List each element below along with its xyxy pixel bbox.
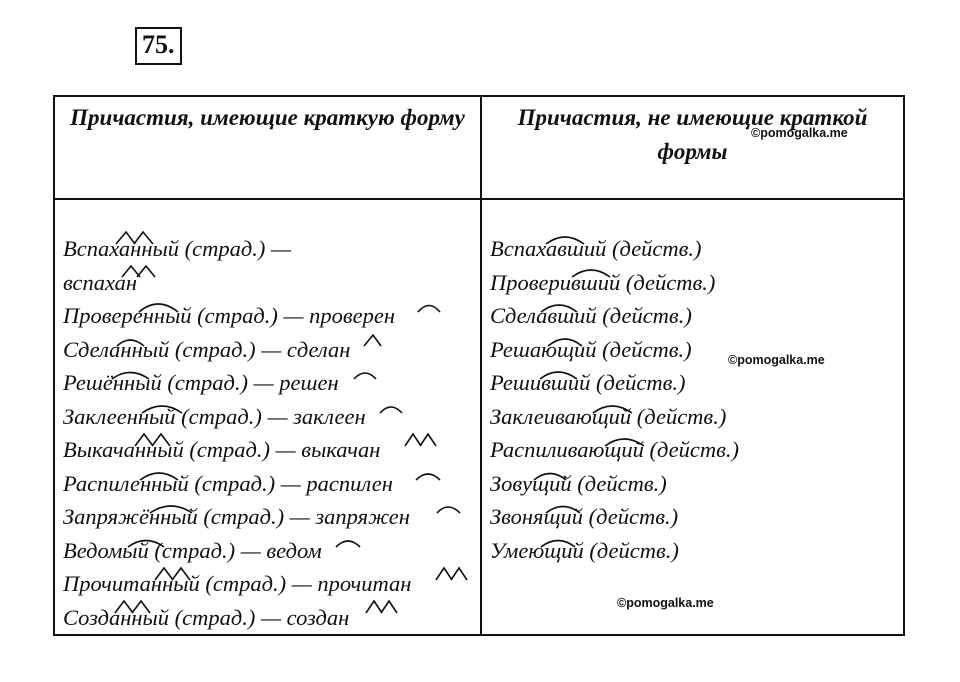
left-line: Прочитанный (страд.) — прочитан <box>63 571 412 596</box>
right-line: Заклеивающий (действ.) <box>490 403 727 429</box>
watermark: ©pomogalka.me <box>751 126 848 140</box>
left-line: Решённый (страд.) — решен <box>63 370 339 395</box>
header-divider <box>55 198 903 200</box>
left-line: Запряжённый (страд.) — запряжен <box>63 504 410 529</box>
column-divider <box>480 97 482 634</box>
left-line: вспахан <box>63 269 138 295</box>
right-line: Зовущий (действ.) <box>490 470 667 496</box>
right-line: Решивший (действ.) <box>490 370 686 395</box>
left-line: Вспаханный (страд.) — <box>63 236 291 261</box>
left-line: Ведомый (страд.) — ведом <box>63 537 322 563</box>
right-column-content <box>490 232 739 567</box>
right-line: Проверивший (действ.) <box>490 269 716 295</box>
right-line: Распиливающий (действ.) <box>490 437 740 462</box>
left-line: Сделанный (страд.) — сделан <box>63 336 351 362</box>
right-line: Умеющий (действ.) <box>490 537 679 563</box>
exercise-number: 75. <box>135 27 182 65</box>
left-line: Проверенный (страд.) — проверен <box>63 303 396 328</box>
right-line: Звонящий (действ.) <box>490 504 679 529</box>
right-line: Вспахавший (действ.) <box>490 236 702 261</box>
right-column-header: Причастия, не имеющие краткой формы <box>517 105 868 164</box>
right-line: Сделавший (действ.) <box>490 303 692 328</box>
left-line: Созданный (страд.) — создан <box>63 604 350 630</box>
watermark: ©pomogalka.me <box>617 596 714 610</box>
watermark: ©pomogalka.me <box>728 353 825 367</box>
left-column-content <box>63 232 411 634</box>
left-line: Заклеенный (страд.) — заклеен <box>63 403 366 429</box>
left-line: Распиленный (страд.) — распилен <box>63 470 393 496</box>
left-column-header: Причастия, имеющие краткую форму <box>70 105 465 130</box>
left-line: Выкачанный (страд.) — выкачан <box>63 437 381 462</box>
right-line: Решающий (действ.) <box>490 336 692 362</box>
